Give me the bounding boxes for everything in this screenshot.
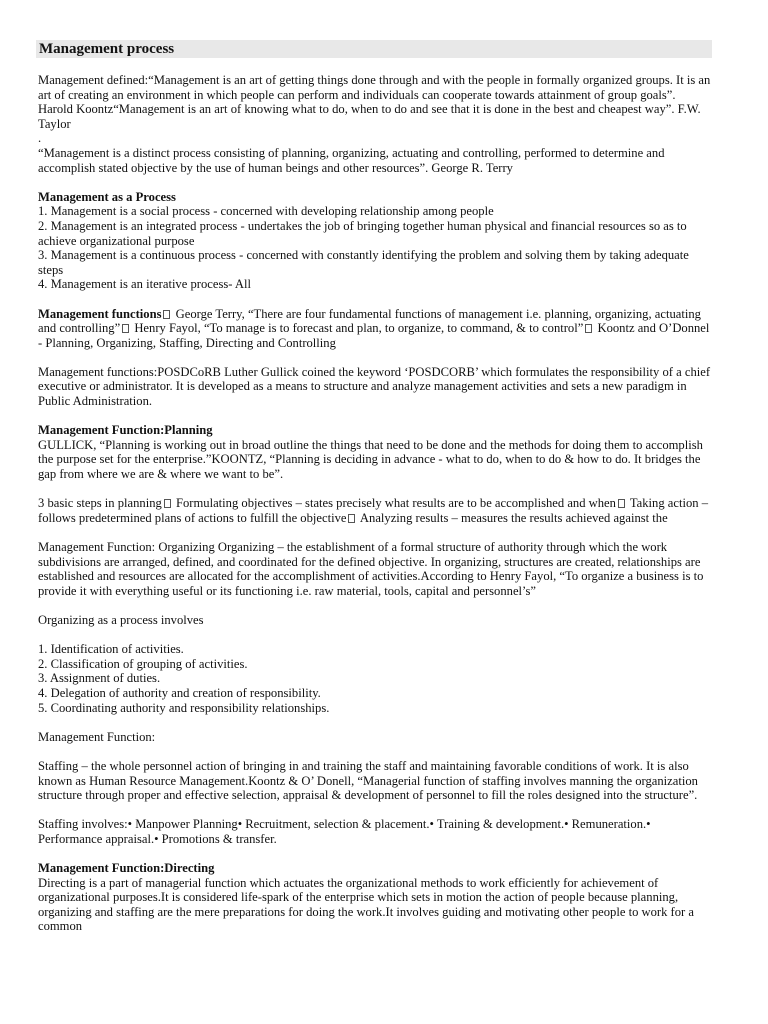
missing-glyph-icon <box>585 324 592 333</box>
planning-steps <box>38 496 712 525</box>
organizing-intro: Organizing as a process involves <box>38 612 204 627</box>
organizing-item: 5. Coordinating authority and responsibility relationships. <box>38 700 330 715</box>
terry-definition: “Management is a distinct process consisting of planning, organizing, actuating and controlling, performed to determine and accomplish stated objective by the use of human beings and other resources”. George R. Terry <box>38 145 665 175</box>
process-item: 4. Management is an iterative process- All <box>38 277 251 292</box>
staffing-paragraph: Staffing – the whole personnel action of bringing in and training the staff and maintaining favorable conditions of work. It is also known as Human Resource Management.Koontz & O’ Donell, “Managerial function of staffing involves manning the organization structure through proper and effective selection, appraisal & development of personnel to fill the roles designed into the structure”. <box>38 758 698 803</box>
missing-glyph-icon <box>163 310 170 319</box>
document-body <box>38 73 712 934</box>
page-title: Management process <box>39 41 175 57</box>
planning-steps-3: Taking action – follows predetermined plans of actions to fulfill the objective <box>38 496 709 525</box>
planning-steps-2: Formulating objectives – states precisely what results are to be accomplished and when <box>172 496 616 511</box>
staffing-heading: Management Function: <box>38 729 156 744</box>
process-item: 3. Management is a continuous process - concerned with constantly identifying the problem and solving them by taking adequate steps <box>38 248 689 277</box>
directing-paragraph: Directing is a part of managerial function which actuates the organizational methods to work efficiently for achievement of organizational purposes.It is considered life-spark of the enterprise which sets in motion the action of people because planning, organizing and staffing are the mere preparations for doing the work.It involves guiding and motivating other people to work for a common <box>38 875 694 934</box>
process-heading: Management as a Process <box>38 189 176 204</box>
organizing-paragraph: Management Function: Organizing Organizing – the establishment of a formal structure of authority through which the work subdivisions are arranged, defined, and coordinated for the defined objective. In organizing, structures are created, relationships are established and resources are allocated for the accomplishment of activities.According to Henry Fayol, “To organize a business is to provide it with everything useful or its functioning i.e. raw material, tools, capital and personnel’s” <box>38 540 704 598</box>
process-item: 1. Management is a social process - concerned with developing relationship among people <box>38 204 494 219</box>
definition-paragraph: Management defined:“Management is an art of getting things done through and with the people in formally organized groups. It is an art of creating an environment in which people can perform and individuals can cooperate towards attainment of group goals”. Harold Koontz“Management is an art of knowing what to do, when to do and see that it is done in the best and cheapest way”. F.W. Taylor <box>38 73 711 131</box>
process-item: 2. Management is an integrated process - undertakes the job of bringing together human physical and financial resources so as to achieve organizational purpose <box>38 218 687 248</box>
organizing-item: 3. Assignment of duties. <box>38 671 161 686</box>
staffing-involves: Staffing involves:• Manpower Planning• Recruitment, selection & placement.• Training & development.• Remuneration.• Performance appraisal.• Promotions & transfer. <box>38 817 651 846</box>
planning-steps-1: 3 basic steps in planning <box>38 496 162 511</box>
planning-heading: Management Function:Planning <box>38 423 213 438</box>
posdcorb-paragraph: Management functions:POSDCoRB Luther Gullick coined the keyword ‘POSDCORB’ which formulates the responsibility of a chief executive or administrator. It is developed as a means to structure and analyze management activities and sets a new paradigm in Public Administration. <box>38 364 711 409</box>
organizing-item: 1. Identification of activities. <box>38 642 184 657</box>
missing-glyph-icon <box>618 499 625 508</box>
separator-dot: . <box>38 131 42 146</box>
missing-glyph-icon <box>164 499 171 508</box>
organizing-item: 2. Classification of grouping of activities. <box>38 656 248 671</box>
functions-text-2: Henry Fayol, “To manage is to forecast and plan, to organize, to command, & to control” <box>131 321 584 336</box>
functions-heading: Management functions <box>38 306 162 321</box>
planning-paragraph: GULLICK, “Planning is working out in broad outline the things that need to be done and the methods for doing them to accomplish the purpose set for the enterprise.”KOONTZ, “Planning is deciding in advance - what to do, when to do & how to do. It bridges the gap from where we are & where we want to be”. <box>38 437 703 482</box>
functions-text-3: Koontz and O’Donnel - Planning, Organizing, Staffing, Directing and Controlling <box>38 321 710 350</box>
organizing-item: 4. Delegation of authority and creation of responsibility. <box>38 685 321 700</box>
directing-heading: Management Function:Directing <box>38 861 215 876</box>
missing-glyph-icon <box>348 514 355 523</box>
planning-steps-4: Analyzing results – measures the results achieved against the <box>357 510 668 525</box>
functions-text-1: George Terry, “There are four fundamental functions of management i.e. planning, organizing, actuating and controlling” <box>38 306 701 336</box>
functions-paragraph <box>38 307 712 351</box>
missing-glyph-icon <box>122 324 129 333</box>
